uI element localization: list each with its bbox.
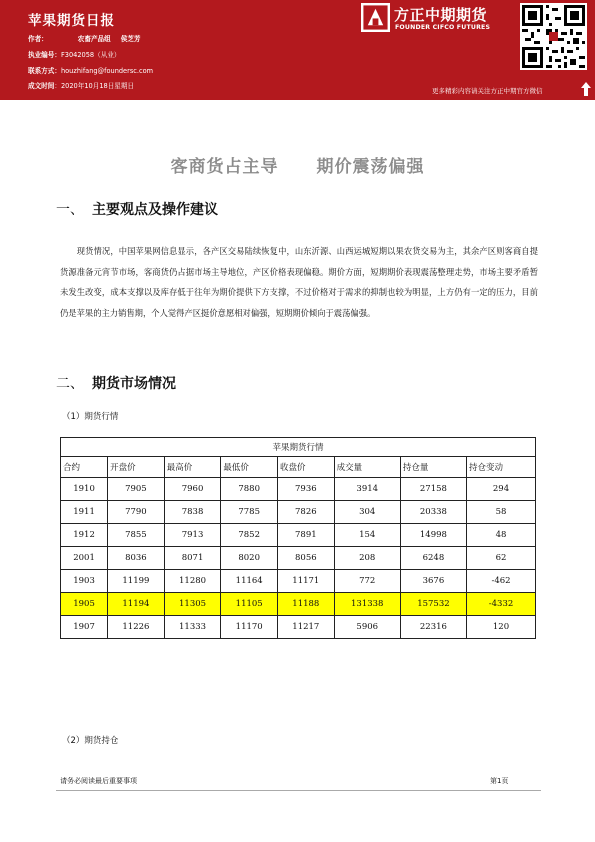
table-cell: 11280 bbox=[164, 570, 221, 593]
footer-page-number: 第1页 bbox=[490, 777, 509, 785]
section-heading-2 bbox=[56, 373, 176, 393]
table-cell: 11199 bbox=[108, 570, 165, 593]
arrow-up-icon bbox=[581, 82, 591, 96]
table-cell: 1910 bbox=[61, 478, 108, 501]
report-header bbox=[0, 0, 595, 100]
license-label: 执业编号： bbox=[28, 51, 61, 59]
table-cell: 11226 bbox=[108, 616, 165, 639]
section-title-2: 期货市场情况 bbox=[92, 376, 176, 392]
report-title: 苹果期货日报 bbox=[28, 13, 115, 29]
table-cell: 7790 bbox=[108, 501, 165, 524]
table-cell: 7880 bbox=[221, 478, 278, 501]
table-cell: 2001 bbox=[61, 547, 108, 570]
table-cell: 131338 bbox=[334, 593, 400, 616]
table-cell: 58 bbox=[467, 501, 536, 524]
table-cell: 6248 bbox=[400, 547, 466, 570]
table-cell: 1903 bbox=[61, 570, 108, 593]
table-header-row bbox=[61, 457, 536, 478]
license-line bbox=[28, 51, 121, 60]
license-value: F3042058（从业） bbox=[60, 51, 121, 59]
section-heading-1 bbox=[56, 199, 218, 219]
table-cell: 772 bbox=[334, 570, 400, 593]
table-cell: 20338 bbox=[400, 501, 466, 524]
table-cell: 62 bbox=[467, 547, 536, 570]
table-cell: 3914 bbox=[334, 478, 400, 501]
title-right: 期价震荡偏强 bbox=[316, 157, 425, 177]
table-cell: 8020 bbox=[221, 547, 278, 570]
table-cell: 14998 bbox=[400, 524, 466, 547]
table-header-cell: 最低价 bbox=[221, 457, 278, 478]
subscribe-text: 更多精彩内容请关注方正中期官方微信 bbox=[432, 87, 543, 95]
subheading-futures-quotes: （1）期货行情 bbox=[62, 412, 119, 422]
table-header-cell: 最高价 bbox=[164, 457, 221, 478]
author-group: 农畜产品组 bbox=[77, 35, 111, 43]
table-header-cell: 持仓变动 bbox=[467, 457, 536, 478]
table-cell: 1905 bbox=[61, 593, 108, 616]
table-cell: 11305 bbox=[164, 593, 221, 616]
table-row bbox=[61, 478, 536, 501]
table-cell: 11105 bbox=[221, 593, 278, 616]
table-cell: -462 bbox=[467, 570, 536, 593]
table-cell: 7852 bbox=[221, 524, 278, 547]
table-row bbox=[61, 616, 536, 639]
table-cell: 208 bbox=[334, 547, 400, 570]
author-line bbox=[28, 35, 141, 44]
section-number-2: 二、 bbox=[56, 376, 84, 392]
table-cell: 11217 bbox=[278, 616, 335, 639]
date-label: 成文时间 bbox=[28, 82, 55, 90]
table-header-cell: 合约 bbox=[61, 457, 108, 478]
logo-text-en: FOUNDER CIFCO FUTURES bbox=[395, 24, 491, 31]
table-cell: 304 bbox=[334, 501, 400, 524]
table-cell: 22316 bbox=[400, 616, 466, 639]
table-header-cell: 成交量 bbox=[334, 457, 400, 478]
date-value: ：2020年10月18日星期日 bbox=[54, 82, 135, 90]
table-cell: 27158 bbox=[400, 478, 466, 501]
table-cell: 1911 bbox=[61, 501, 108, 524]
table-row bbox=[61, 593, 536, 616]
table-header-cell: 收盘价 bbox=[278, 457, 335, 478]
qr-code-icon bbox=[520, 3, 587, 70]
table-cell: 154 bbox=[334, 524, 400, 547]
table-cell: 7838 bbox=[164, 501, 221, 524]
date-line bbox=[28, 82, 134, 91]
table-caption: 苹果期货行情 bbox=[61, 438, 536, 457]
table-cell: 11170 bbox=[221, 616, 278, 639]
table-cell: 11194 bbox=[108, 593, 165, 616]
footer-divider bbox=[56, 790, 541, 791]
author-label: 作者： bbox=[28, 35, 48, 43]
table-header-cell: 开盘价 bbox=[108, 457, 165, 478]
page-title bbox=[0, 152, 595, 177]
table-cell: 11171 bbox=[278, 570, 335, 593]
footer-disclaimer: 请务必阅读最后重要事项 bbox=[60, 777, 137, 785]
table-cell: 8071 bbox=[164, 547, 221, 570]
table-row bbox=[61, 524, 536, 547]
table-cell: 11188 bbox=[278, 593, 335, 616]
table-cell: 1912 bbox=[61, 524, 108, 547]
table-cell: 7891 bbox=[278, 524, 335, 547]
table-cell: 7960 bbox=[164, 478, 221, 501]
table-cell: 7826 bbox=[278, 501, 335, 524]
table-header-cell: 持仓量 bbox=[400, 457, 466, 478]
table-cell: 7785 bbox=[221, 501, 278, 524]
section-title-1: 主要观点及操作建议 bbox=[92, 202, 218, 218]
table-cell: 7855 bbox=[108, 524, 165, 547]
table-row bbox=[61, 570, 536, 593]
logo-text-cn: 方正中期期货 bbox=[394, 6, 488, 24]
table-cell: 1907 bbox=[61, 616, 108, 639]
table-cell: 3676 bbox=[400, 570, 466, 593]
table-cell: 11164 bbox=[221, 570, 278, 593]
contact-value[interactable]: houzhifang@foundersc.com bbox=[60, 67, 154, 75]
contact-line bbox=[28, 67, 153, 76]
table-row bbox=[61, 547, 536, 570]
author-name: 侯芝芳 bbox=[120, 35, 141, 43]
summary-paragraph: 现货情况，中国苹果网信息显示，各产区交易陆续恢复中，山东沂源、山西运城短期以果农货交易为主，其余产区则客商自提货源准备元宵节市场，客商货仍占据市场主导地位，产区价格表现偏稳。期价方面，短期期价表现震荡整理走势，市场主要矛盾暂未发生改变，成本支撑以及库存低于往年为期价提供下方支撑，不过价格对于需求的抑制也较为明显，上方仍有一定的压力，目前仍是苹果的主力销售期，个人觉得产区挺价意愿相对偏强，短期期价倾向于震荡偏强。 bbox=[60, 246, 538, 319]
founder-logo-icon bbox=[361, 3, 390, 32]
contact-label: 联系方式： bbox=[28, 67, 61, 75]
table-cell: 120 bbox=[467, 616, 536, 639]
table-cell: 5906 bbox=[334, 616, 400, 639]
table-row bbox=[61, 501, 536, 524]
table-cell: -4332 bbox=[467, 593, 536, 616]
table-cell: 7905 bbox=[108, 478, 165, 501]
table-cell: 8056 bbox=[278, 547, 335, 570]
table-cell: 157532 bbox=[400, 593, 466, 616]
table-cell: 7913 bbox=[164, 524, 221, 547]
table-cell: 7936 bbox=[278, 478, 335, 501]
title-left: 客商货占主导 bbox=[170, 157, 279, 177]
subheading-futures-positions: （2）期货持仓 bbox=[62, 736, 119, 746]
table-cell: 11333 bbox=[164, 616, 221, 639]
section-number-1: 一、 bbox=[56, 202, 84, 218]
futures-quotes-table bbox=[60, 437, 536, 639]
table-cell: 48 bbox=[467, 524, 536, 547]
table-cell: 294 bbox=[467, 478, 536, 501]
table-cell: 8036 bbox=[108, 547, 165, 570]
